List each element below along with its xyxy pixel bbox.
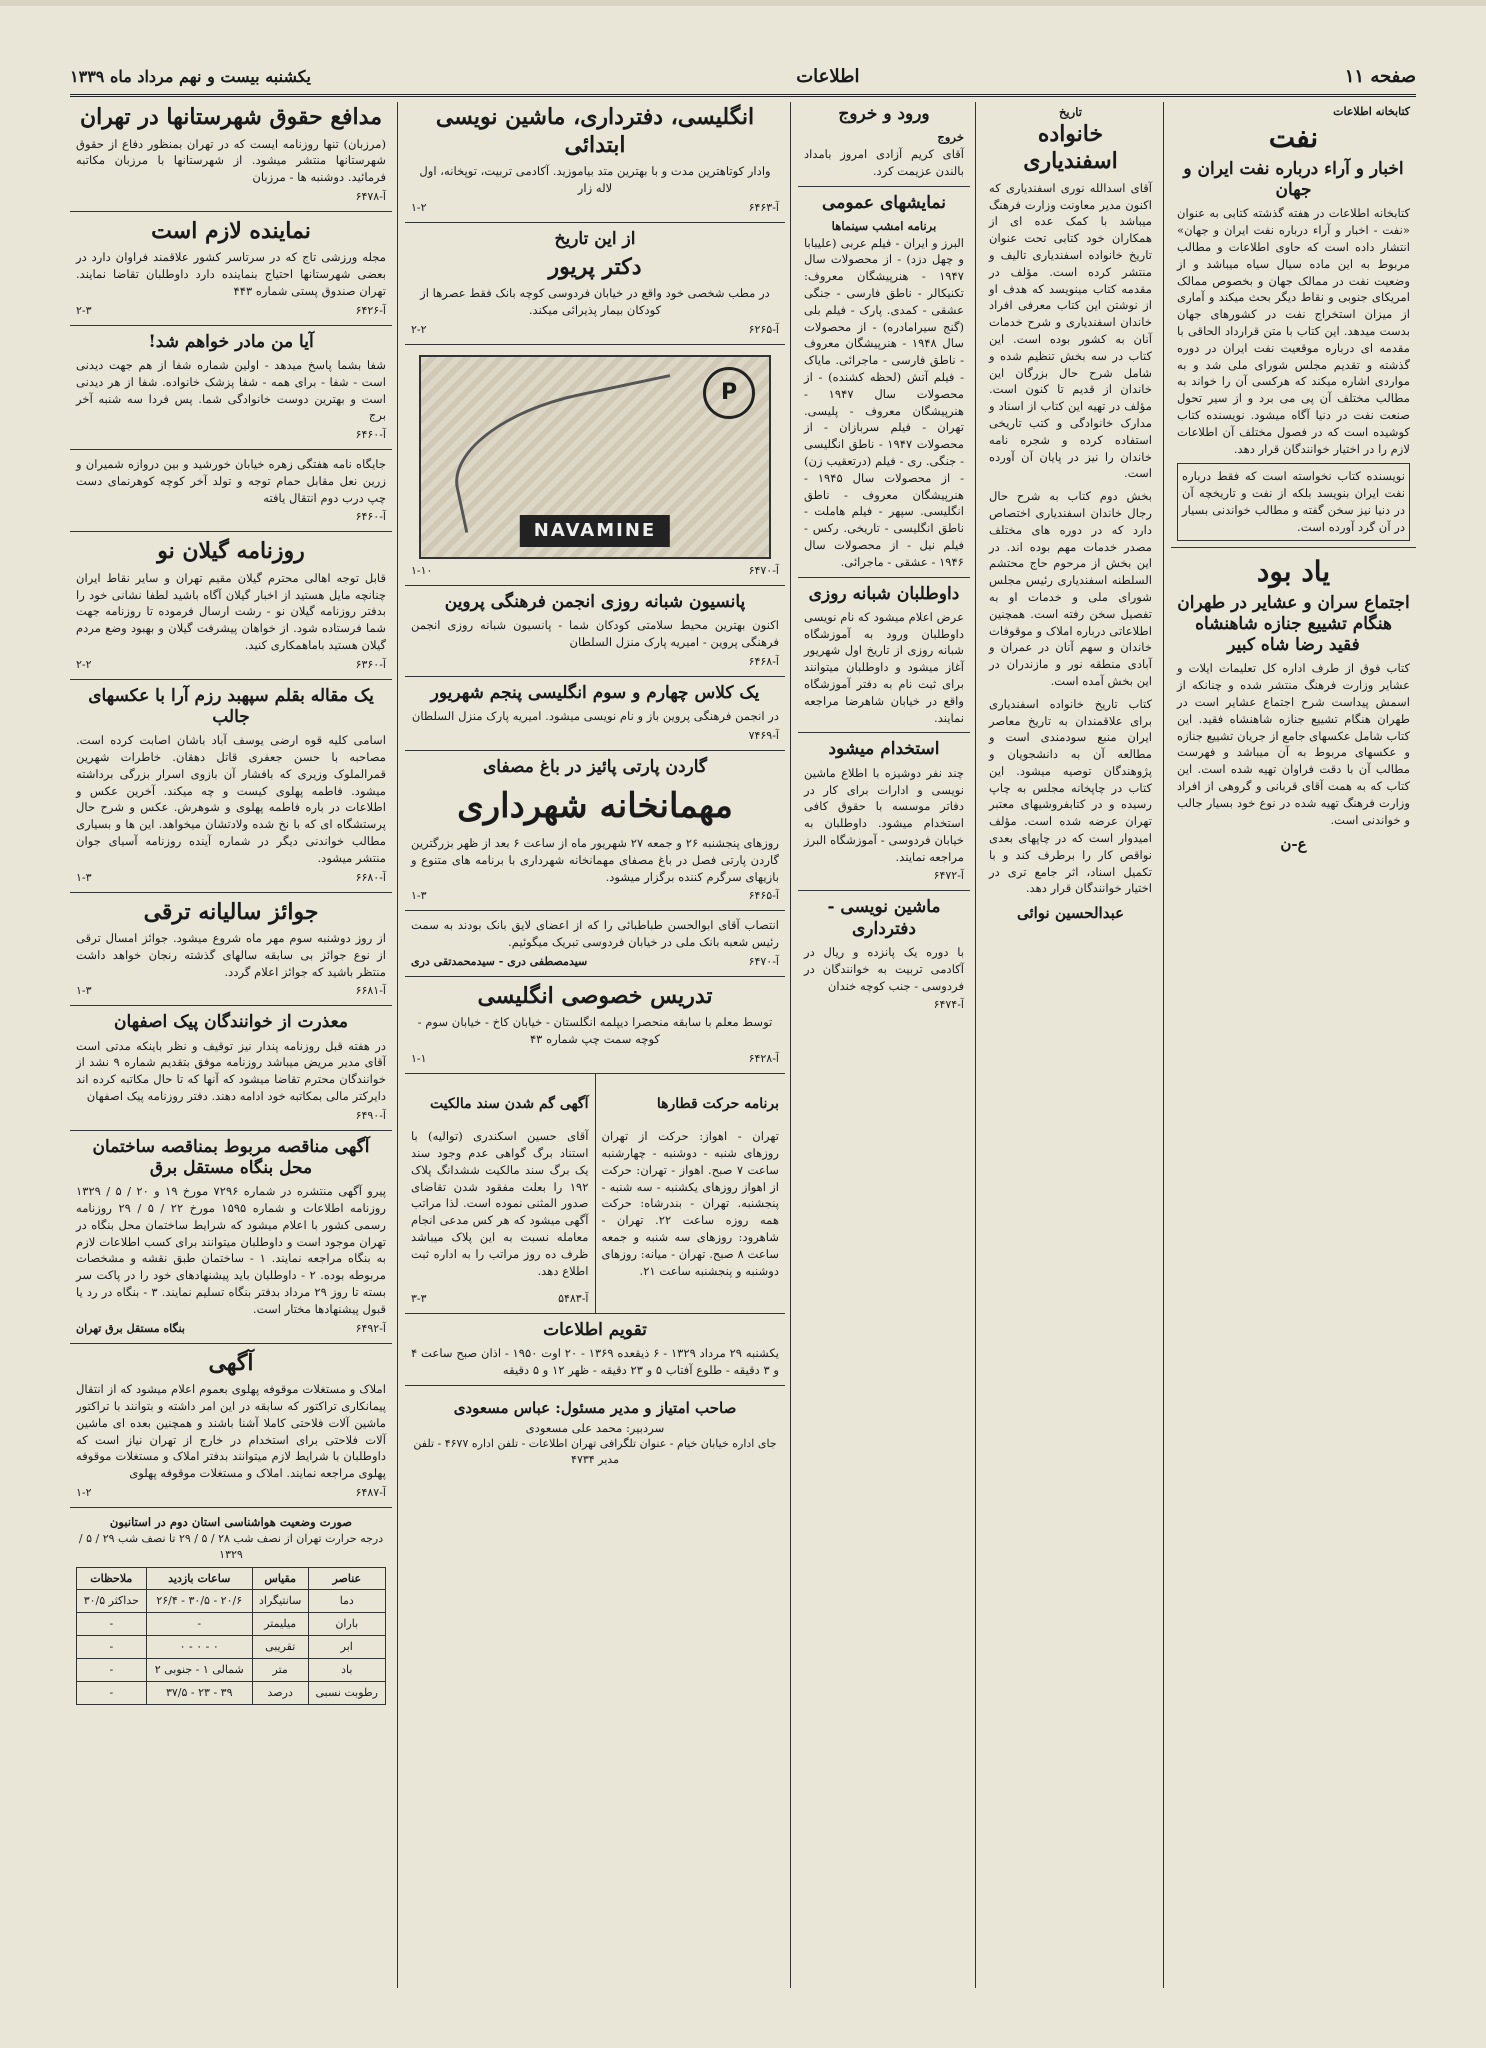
table-cell: ابر [308, 1636, 385, 1659]
ad-code: آ-۶۴۶۰ [355, 510, 386, 524]
ad-run: ۲-۳ [76, 303, 92, 317]
razmara-ad [70, 680, 392, 893]
weather-header: ملاحظات [77, 1567, 147, 1590]
illustrated-ad [405, 345, 785, 586]
ad-title: از این تاریخ [554, 228, 636, 249]
ad-run: ۱-۳ [411, 889, 427, 903]
book-review-memorial [1171, 548, 1416, 862]
ad-code: آ-۶۳۶۰ [355, 657, 386, 671]
table-row [77, 1659, 386, 1682]
table-cell: - [77, 1682, 147, 1705]
taraghi-ad [70, 893, 392, 1007]
program-notice [798, 578, 970, 734]
ad-body: از روز دوشنبه سوم مهر ماه شروع میشود. جوائز امسال ترقی از نوع جوائز بی سابقه سالهای گذشته رنجان خواهد داشت منتظر باشید که جوائز اعلام گردد. [76, 931, 386, 979]
table-cell: باد [308, 1659, 385, 1682]
ad-run: ۱-۳ [76, 984, 92, 998]
ad-code: آ-۶۴۹۲ [355, 1321, 386, 1335]
article-title: یاد بود [1256, 554, 1331, 588]
table-cell: - [77, 1659, 147, 1682]
table-cell: دما [308, 1590, 385, 1613]
ad-body: املاک و مستغلات موقوفه پهلوی بعموم اعلام میشود که از انتقال پیمانکاری تراکتور که سابقه در این امر داشته و بتوانند با تراکتور ماشین آلات فلاحتی کاملا آشنا باشند و همچنین بعده ای ماشین آلات فلاحتی برای استخدام در خارج از تهران نیاز است که داوطلبان با شرایط لازم میتوانند بدفتر املاک و مستغلات موقوفه پهلوی مراجعه نمایند. املاک و مستغلات موقوفه پهلوی [76, 1382, 386, 1481]
article-body-2: بخش دوم کتاب به شرح حال رجال خاندان اسفندیاری اختصاص دارد که در دوره های مختلف مصدر خدمات مهم بوده اند. در این بخش از مرحوم حاج محتشم السلطنه اسفندیاری رئیس مجلس شورای ملی و خدمات او به تفصیل سخن رفته است. همچنین اطلاعاتی درباره املاک و موقوفات خاندان و سهم آنان در عمران و آبادی منطقه نور و مازندران در این بخش آمده است. [989, 489, 1152, 688]
table-cell: میلیمتر [252, 1613, 308, 1636]
gilan-ad [70, 532, 392, 679]
table-cell: شمالی ۱ - جنوبی ۲ [146, 1659, 252, 1682]
ad-code: آ-۶۶۸۰ [355, 870, 386, 884]
ad-title: تدریس خصوصی انگلیسی [477, 982, 713, 1009]
weather-title: صورت وضعیت هواشناسی استان دوم در استانبون [109, 1514, 353, 1529]
ad-code: آ-۷۴۶۹ [748, 728, 779, 742]
article-body: کتابخانه اطلاعات در هفته گذشته کتابی به عنوان «نفت - اخبار و آراء درباره نفت ایران و جهان» انتشار داده است که حاوی اطلاعات و مطالب مربوط به این ماده سیال سیاه میباشد و از وضعیت نفت در ممالک جهان و بخصوص ممالک امریکای جنوبی و نقاط دیگر بحث میکند و آماری از میزان استخراج نفت در کشورهای جهان بدست میدهد. این کتاب با متن قرارداد الحاقی با مقدمه ای درباره موقعیت نفت ایران در دوره گذشته و تقدیم مجلس شورای ملی شد و به مواردی اشاره میکند که هرکسی آن را خواند به مطالب مختلف آن پی می برد و از سیر تحول صنعت نفت در دنیا آگاه میشود. نویسنده کتاب کوشیده است که در فصول مختلف آن اطلاعات لازم را در اختیار خوانندگان قرار دهد. [1177, 206, 1410, 456]
publisher-signature: صاحب امتیاز و مدیر مسئول: عباس مسعودی [453, 1398, 737, 1417]
table-row [77, 1682, 386, 1705]
typing-body: با دوره یک پانزده و ریال در آکادمی تربیت به خوانندگان در فردوسی - جنب کوچه خندان [804, 944, 964, 993]
editor-signature: سردبیر: محمد علی مسعودی [525, 1420, 665, 1435]
ad-code: آ-۶۴۷۴ [933, 998, 964, 1012]
ad-title: معذرت از خوانندگان پیک اصفهان [114, 1012, 348, 1033]
table-cell: حداکثر ۳۰/۵ [77, 1590, 147, 1613]
section-title: داوطلبان شبانه روزی [808, 583, 960, 604]
author-byline: عبدالحسین نوائی [1016, 904, 1125, 923]
ad-title: آیا من مادر خواهم شد! [148, 331, 314, 352]
table-cell: تقریبی [252, 1636, 308, 1659]
ad-title: یک کلاس چهارم و سوم انگلیسی پنجم شهریور [430, 682, 760, 703]
ad-body: توسط معلم با سابقه منحصرا دیپلمه انگلستان - خیابان کاخ - خیابان سوم - کوچه سمت چپ شماره ۴۳ [417, 1015, 773, 1047]
ad-title: آگهی [208, 1349, 254, 1376]
table-row [77, 1636, 386, 1659]
columns [70, 98, 1416, 1988]
class-ad [405, 677, 785, 751]
ad-title: انگلیسی، دفترداری، ماشین نویسی ابتدائی [435, 104, 755, 158]
top-margin [0, 0, 1486, 6]
cinema-body: البرز و ایران - فیلم عربی (علیبابا و چهل دزد) - از محصولات سال ۱۹۴۷ - هنرپیشگان معروف: تکنیکالر - ناطق فارسی - جنگی عشقی - کمدی. پارک - فیلم بلی (گنج سیرامادره) - از محصولات سال ۱۹۴۸ - هنرپیشگان معروف - ناطق فارسی - ماجرائی. مایاک - فیلم آتش (لحظه کشنده) - از محصولات سال ۱۹۴۷ - هنرپیشگان معروف - پلیسی. تهران - فیلم سربازان - از محصولات ۱۹۴۷ - ناطق انگلیسی - جنگی. ری - فیلم (درتعقیب زن) - از محصولات سال ۱۹۴۵ - هنرپیشگان معروف - ناطق انگلیسی. سپهر - فیلم هاملت - ناطق انگلیسی - تاریخی. رکس - فیلم نیل - از محصولات سال ۱۹۴۶ - عشقی - ماجرائی. [804, 235, 965, 569]
pension-ad [405, 586, 785, 677]
book-review-family [983, 98, 1158, 931]
lost-body: آقای حسین اسکندری (توالیه) با استناد برگ گواهی عدم وجود سند یک برگ سند مالکیت ششدانگ پلاک ۱۹۲ را بعلت مفقود شدن تقاضای صدور المثنی نموده است. لذا مراتب آگهی میشود که هر کس مدعی انجام معامله نسبت به این پلاک میباشد ظرف ده روز مراتب را به اداره ثبت اطلاع دهد. [411, 1129, 589, 1278]
exit-label: خروج [937, 130, 964, 145]
doctor-ad [405, 223, 785, 345]
weather-header: ساعات بازدید [146, 1567, 252, 1590]
academy-ad [405, 98, 785, 223]
ad-body: شفا بشما پاسخ میدهد - اولین شماره شفا از هم جهت دیدنی است - شفا - برای همه - شفا پزشک خانواده. شفا از هر دیدنی است و بهترین دوست خانوادگی شما. پس فردا سه شنبه آخر برج [76, 357, 386, 423]
congrats-notice [405, 911, 785, 977]
ad-title: پانسیون شبانه روزی انجمن فرهنگی پروین [444, 591, 746, 612]
ad-title: روزنامه گیلان نو [157, 538, 305, 565]
ad-body: اسامی کلیه قوه ارضی یوسف آباد باشان اصابت کرده است. مصاحبه با حسن جعفری قاتل دهقان. خاطرات شهرین قمرالملوک وزیری که بافشار آن بازوی اسرار بزرگی برداشته میشود. فاطمه پهلوی کیست و چه میکند. آخرین عکس و اطلاعات در باره فاطمه پهلوی و شوهرش. عکس و شرح حال پرستشگاه ای که با نخ شده ولادتشان میخواهد. این ها و بسیاری مطالب خواندنی دیگر در شماره آینده روزنامه آسیای جوان منتشر میشود. [76, 733, 386, 865]
ad-code: آ-۵۴۸۳ [558, 1292, 589, 1306]
table-cell: رطوبت نسبی [308, 1682, 385, 1705]
ad-code: آ-۶۴۶۳ [748, 200, 779, 214]
ad-title: نماینده لازم است [151, 217, 311, 244]
isfahan-apology [70, 1006, 392, 1130]
section-title: تقویم اطلاعات [543, 1319, 647, 1340]
table-cell: ۳۹ - ۲۳ - ۳۷/۵ [146, 1682, 252, 1705]
ad-code: آ-۶۲۶۵ [748, 322, 779, 336]
ad-body: جایگاه نامه هفتگی زهره خیابان خورشید و بین دروازه شمیران و زرین نعل مقابل حمام توجه و تولد آخر کوچه کوهرنمای دست چپ درب دوم انتقال یافته [76, 457, 386, 505]
article-title: نفت [1268, 120, 1319, 154]
article-title: خانواده اسفندیاری [1023, 120, 1118, 175]
table-cell: - [77, 1636, 147, 1659]
brand-logo-icon: P [703, 367, 755, 419]
column-rule [1163, 102, 1164, 1988]
issue-date: یکشنبه بیست و نهم مرداد ماه ۱۳۳۹ [70, 66, 311, 86]
article-body: آقای اسدالله نوری اسفندیاری که اکنون مدیر معاونت وزارت فرهنگ میباشد با کمک عده ای از همکاران خود کتابی تحت عنوان تاریخ خانواده اسفندیاری تالیف و منتشر کرده است. مؤلف در مقدمه کتاب مینویسد که هدف او از نوشتن این کتاب معرفی افراد خاندان اسفندیاری و شرح خدمات آنان به کشور بوده است. این کتاب در سه بخش تنظیم شده و شامل شرح حال بزرگان این خاندان از قدیم تا کنون است. مؤلف در تهیه این کتاب از اسناد و مدارک خانوادگی و کتب تاریخی استفاده کرده و شجره نامه خاندان را نیز در پایان آن آورده است. [989, 180, 1152, 481]
jobs-ad [798, 733, 970, 891]
ad-run: ۱-۱۰ [411, 563, 433, 577]
representative-ad [70, 212, 392, 326]
ad-code: آ-۶۴۷۰ [748, 563, 779, 577]
typing-ad [798, 891, 970, 1019]
ad-run: ۲-۲ [76, 657, 92, 671]
table-cell: - [146, 1613, 252, 1636]
article-subtitle: اخبار و آراء درباره نفت ایران و جهان [1183, 158, 1404, 201]
table-cell: ۲۰/۶ - ۳۰/۵ - ۲۶/۴ [146, 1590, 252, 1613]
section-kicker: تاریخ [1058, 105, 1083, 119]
ad-run: ۲-۲ [411, 322, 427, 336]
column-books [1171, 98, 1416, 1988]
train-body: تهران - اهواز: حرکت از تهران روزهای شنبه - دوشنبه - چهارشنبه ساعت ۷ صبح. اهواز - تهران: حرکت از اهواز روزهای یکشنبه - سه شنبه - پنجشنبه. تهران - بندرشاه: حرکت همه روزه ساعت ۲۲. تهران - شاهرود: روزهای سه شنبه و جمعه ساعت ۸ صبح. تهران - میانه: روزهای دوشنبه و پنجشنبه ساعت ۲۱. [601, 1129, 780, 1278]
ad-run: ۱-۲ [411, 200, 427, 214]
column-rule [397, 102, 398, 1988]
ad-run: ۱-۱ [411, 1052, 427, 1066]
ad-code: آ-۶۴۲۶ [355, 303, 386, 317]
section-title: ماشین نویسی - دفترداری [827, 897, 941, 939]
paper-name: اطلاعات [796, 65, 860, 87]
ad-body: پیرو آگهی منتشره در شماره ۷۲۹۶ مورخ ۱۹ و ۲۰ / ۵ / ۱۳۲۹ روزنامه اطلاعات و شماره ۱۵۹۵ مورخ ۲۲ / ۵ / ۲۹ روزنامه رسمی کشور با اعلام میشود که شرایط ساختمان محل بنگاه در تهران موجود است و داوطلبان میتوانند برای کسب اطلاعات لازم به بنگاه مراجعه نمایند. ۱ - ساختمان طبق نقشه و مشخصات مربوطه بوده. ۲ - داوطلبان باید پیشنهادهای خود را در پاکت سر بسته تا روز ۲۹ مرداد بدفتر بنگاه تسلیم نمایند. ۳ - بنگاه در رد یا قبول پیشنهادها مختار است. [76, 1184, 387, 1316]
column-history [983, 98, 1158, 1988]
doctor-name: دکتر پریور [548, 253, 642, 280]
table-cell: ۰ - ۰ - ۰ [146, 1636, 252, 1659]
garden-party-ad [405, 751, 785, 912]
column-rule [790, 102, 791, 1988]
section-title: استخدام میشود [828, 739, 940, 760]
table-cell: درصد [252, 1682, 308, 1705]
ad-body: روزهای پنجشنبه ۲۶ و جمعه ۲۷ شهریور ماه از ساعت ۶ بعد از ظهر بزرگترین گاردن پارتی فصل در باغ مصفای مهمانخانه شهرداری با برنامه های متنوع و بازیهای سرگرم کننده برگزار میشود. [411, 836, 780, 884]
section-title: برنامه حرکت قطارها [656, 1095, 779, 1112]
ad-body: اکنون بهترین محیط سلامتی کودکان شما - پانسیون شبانه روزی انجمن فرهنگی پروین - امیریه پارک منزل السلطان [411, 618, 779, 649]
split-row [405, 1074, 785, 1314]
zohreh-notice [70, 450, 392, 532]
bird-illustration-icon [442, 374, 693, 533]
ad-run: ۱-۲ [76, 1485, 92, 1499]
ad-body: مجله ورزشی تاج که در سرتاسر کشور علاقمند فراوان دارد در بعضی شهرستانها احتیاج بنماینده دارد داوطلبان تقاضا نمایند. تهران صندوق پستی شماره ۴۴۳ [76, 250, 386, 298]
table-cell: متر [252, 1659, 308, 1682]
ad-code: آ-۶۶۸۱ [355, 984, 386, 998]
calendar-body: یکشنبه ۲۹ مرداد ۱۳۲۹ - ۶ ذیقعده ۱۳۶۹ - ۲۰ اوت ۱۹۵۰ - اذان صبح ساعت ۴ و ۳ دقیقه - طلوع آفتاب ۵ و ۲۳ دقیقه - ظهر ۱۲ و ۵ دقیقه [411, 1346, 780, 1377]
jobs-body: چند نفر دوشیزه با اطلاع ماشین نویسی و ادارات برای کار در دفاتر موسسه با حقوق کافی استخدام میشود. داوطلبان به خیابان فردوسی - آموزشگاه البرز مراجعه نمایند. [804, 765, 964, 864]
section-title: ورود و خروج [838, 104, 930, 124]
ad-code: آ-۶۴۶۸ [748, 654, 779, 668]
ad-title: آگهی مناقصه مربوط بمناقصه ساختمان محل بنگاه مستقل برق [92, 1136, 370, 1179]
ad-code: آ-۶۴۶۵ [748, 889, 779, 903]
train-schedule [595, 1074, 786, 1313]
arrivals-departures [798, 98, 970, 187]
weather-header: مقیاس [252, 1567, 308, 1590]
ad-title: یک مقاله بقلم سپهبد رزم آرا با عکسهای جالب [88, 685, 374, 728]
ad-body: در انجمن فرهنگی پروین باز و نام نویسی میشود. امیریه پارک منزل السلطان [411, 708, 779, 723]
program-body: عرض اعلام میشود که نام نویسی داوطلبان ورود به آموزشگاه شبانه روزی از تاریخ اول شهریور آغاز میشود و داوطلبان میتوانند برای ثبت نام به دفتر آموزشگاه واقع در خیابان شاهرضا مراجعه نمایند. [804, 609, 964, 725]
masthead-strip [70, 58, 1416, 97]
section-title: آگهی گم شدن سند مالکیت [429, 1095, 589, 1112]
ad-code: آ-۶۴۸۷ [355, 1485, 386, 1499]
ad-code: آ-۶۴۷۲ [933, 869, 964, 883]
section-title: نمایشهای عمومی [822, 192, 946, 213]
page-number: صفحه ۱۱ [1344, 65, 1416, 87]
ad-body: در مطب شخصی خود واقع در خیابان فردوسی کوچه بانک فقط عصرها از کودکان بیمار پذیرائی میکند. [420, 286, 770, 318]
column-classifieds [70, 98, 392, 1988]
pull-quote: نویسنده کتاب نخواسته است که فقط درباره نفت ایران بنویسد بلکه از نفت و تاریخچه آن در دنیا نیز سخن گفته و مطالب خواندنی بسیار در آن گرد آورده است. [1177, 463, 1410, 540]
lost-deed-notice [405, 1074, 595, 1313]
table-row [77, 1613, 386, 1636]
table-cell: باران [308, 1613, 385, 1636]
marzban-ad [70, 98, 392, 212]
weather-report [70, 1508, 392, 1711]
ad-kicker: گاردن پارتی پائیز در باغ مصفای [482, 756, 708, 777]
ad-code: آ-۶۴۹۰ [355, 1108, 386, 1122]
notice-body: انتصاب آقای ابوالحسن طباطبائی را که از اعضای لایق بانک بودند به سمت رئیس شعبه بانک ملی در خیابان فردوسی تبریک میگوئیم. [411, 918, 779, 950]
exit-body: آقای کریم آزادی امروز بامداد بالندن عزیمت کرد. [804, 147, 964, 178]
table-cell: - [77, 1613, 147, 1636]
article-body: کتاب فوق از طرف اداره کل تعلیمات ایلات و عشایر وزارت فرهنگ منتشر شده و چنانکه از اسمش پیداست شرح اجتماع عشایر است در طهران هنگام تشییع جنازه شاهنشاه فقید. این کتاب شامل عکسهای جامع از جریان تشییع جنازه و عکسهای مربوط به آن میباشد و فهرست مطالب آن با دقت فراوان تهیه شده است. این کتاب که به همت آقای قربانی و گروهی از افراد وزارت فرهنگ تهیه شده در نوع خود بسیار جالب و خواندنی است. [1177, 661, 1410, 827]
section-kicker: کتابخانه اطلاعات [1333, 105, 1410, 118]
ad-code: آ-۶۴۷۰ [748, 954, 779, 968]
weather-header: عناصر [308, 1567, 385, 1590]
column-rule [975, 102, 976, 1988]
section-subtitle: برنامه امشب سینماها [831, 218, 937, 233]
office-address: جای اداره خیابان خیام - عنوان تلگرافی تهران اطلاعات - تلفن اداره ۴۶۷۷ - تلفن مدیر ۴۷۳۴ [413, 1437, 777, 1467]
weather-subtitle: درجه حرارت تهران از نصف شب ۲۸ / ۵ / ۲۹ تا نصف شب ۲۹ / ۵ / ۱۳۲۹ [78, 1531, 384, 1561]
ad-body: (مرزبان) تنها روزنامه ایست که در تهران بمنظور دفاع از حقوق شهرستانها منتشر میشود. از شهرستانها با مرزبان مکاتبه فرمائید. دوشنبه ها - مرزبان [76, 136, 386, 185]
ad-body: وادار کوتاهترین مدت و با بهترین متد بیاموزید. آکادمی تربیت، توپخانه، اول لاله زار [419, 164, 771, 195]
ad-title: جوائز سالیانه ترقی [143, 898, 319, 925]
tender-ad [70, 1131, 392, 1344]
ad-title: مهمانخانه شهرداری [457, 785, 733, 826]
signoff: ع-ن [1280, 835, 1307, 854]
ad-illustration [419, 355, 771, 559]
tutoring-ad [405, 977, 785, 1074]
calendar [405, 1314, 785, 1386]
ad-title: مدافع حقوق شهرستانها در تهران [79, 104, 383, 130]
weather-table [76, 1567, 386, 1706]
ad-code: آ-۶۴۲۸ [748, 1052, 779, 1066]
tractor-ad [70, 1344, 392, 1508]
column-news [798, 98, 970, 1988]
ad-code: آ-۶۴۷۸ [355, 189, 386, 203]
book-review-oil [1171, 98, 1416, 548]
table-row [77, 1590, 386, 1613]
ad-run: ۱-۳ [76, 870, 92, 884]
ad-run: ۳-۳ [411, 1292, 427, 1306]
ad-signature: بنگاه مستقل برق تهران [76, 1321, 185, 1335]
table-cell: سانتیگراد [252, 1590, 308, 1613]
ad-body: در هفته قبل روزنامه پندار نیز توقیف و نظر باینکه مدتی است آقای مدیر مریض میباشد روزنامه موفق بتقدیم شماره ۹ نشد از خوانندگان محترم تقاضا میشود که آنها که تا حال مکاتبه کرده اند دایرکتر مالی بمکاتبه خود ادامه دهند. دفتر روزنامه پیک اصفهان [76, 1038, 386, 1104]
ad-code: آ-۶۴۶۰ [355, 428, 386, 442]
cinema-listings [798, 187, 970, 578]
publisher-box [405, 1386, 785, 1474]
ad-body: قابل توجه اهالی محترم گیلان مقیم تهران و سایر نقاط ایران چنانچه مایل هستید از اخبار گیلان آگاه باشید لطفا نشانی خود را بدفتر روزنامه گیلان نو - رشت ارسال فرموده تا روزنامه جهت شما فرستاده شود. از خواهان پیشرفت گیلان و بهبود وضع مردم گیلان هستید باماهمکاری کنید. [76, 570, 386, 653]
article-subtitle: اجتماع سران و عشایر در طهران هنگام تشییع جنازه شاهنشاه فقید رضا شاه کبیر [1177, 592, 1410, 656]
shafa-ad [70, 326, 392, 450]
column-ads [405, 98, 785, 1988]
article-body-3: کتاب تاریخ خانواده اسفندیاری برای علاقمندان به تاریخ معاصر ایران منبع سودمندی است و مطالعه آن به دانشجویان و پژوهندگان توصیه میشود. این کتاب در چاپخانه مجلس به چاپ رسیده و در کتابفروشیهای معتبر تهران عرضه شده است. مؤلف امیدوار است که در چاپهای بعدی نواقص کار را برطرف کند و با تکمیل اسناد، اثر جامع تری در اختیار خوانندگان قرار دهد. [989, 696, 1152, 896]
brand-name: NAVAMINE [520, 515, 670, 547]
notice-signature: سیدمصطفی دری - سیدمحمدتقی دری [411, 954, 588, 968]
